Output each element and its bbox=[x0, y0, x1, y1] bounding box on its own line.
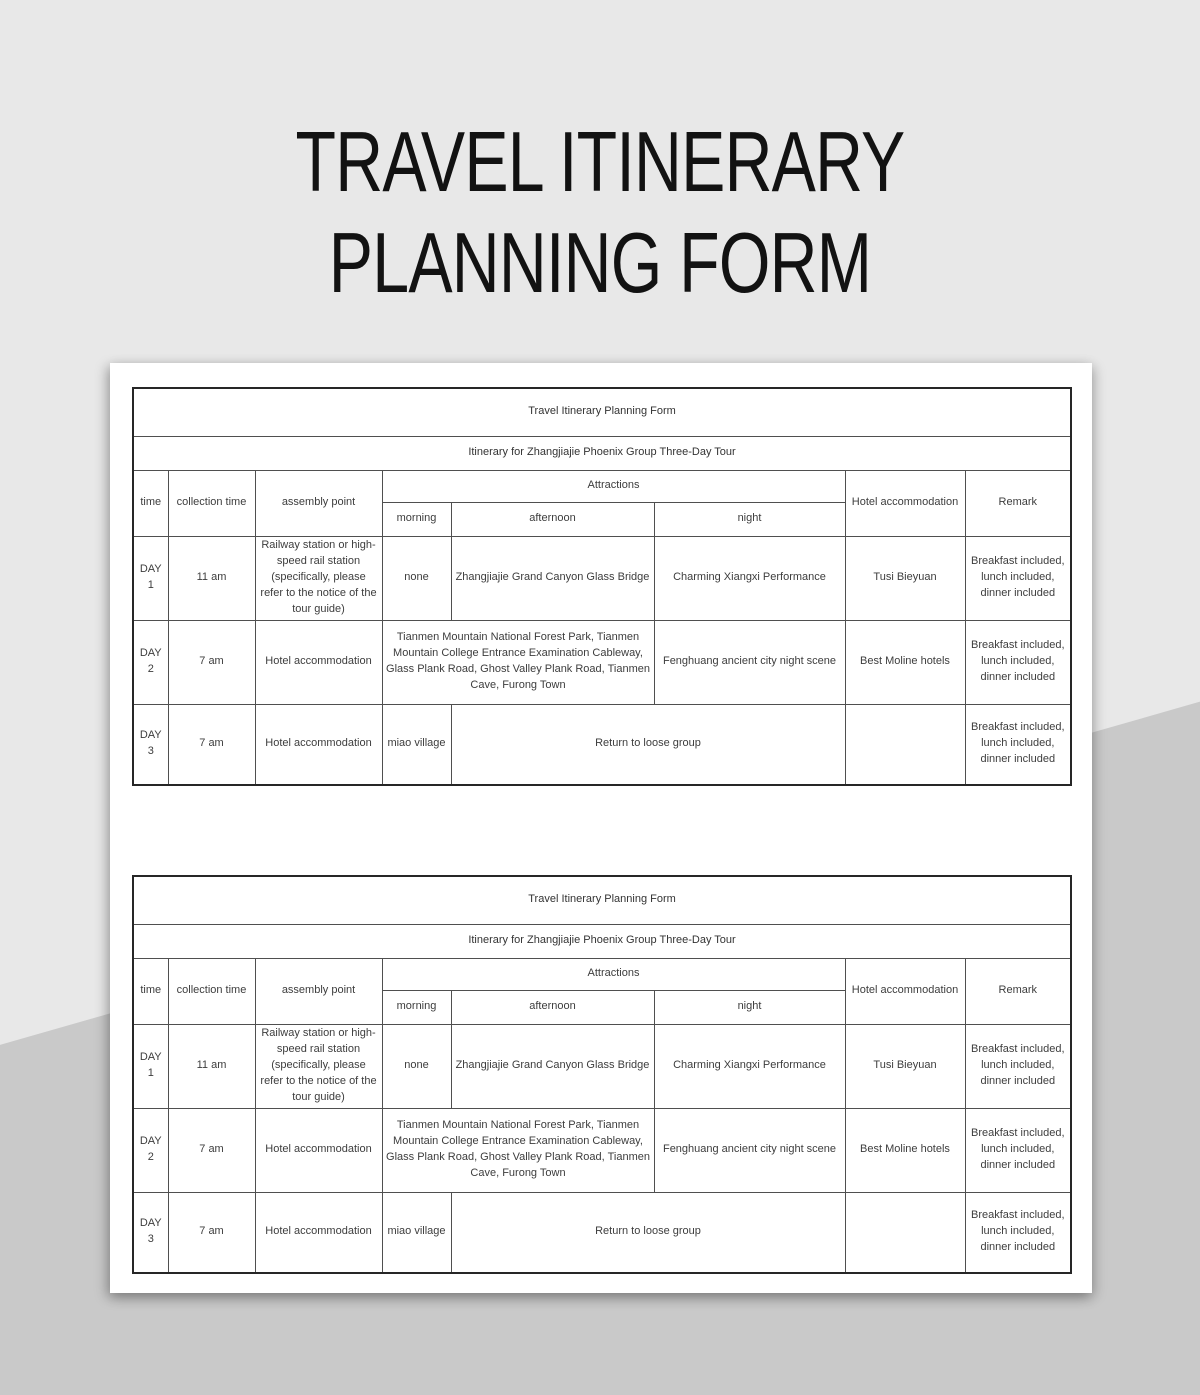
itinerary-table-1 bbox=[132, 387, 1072, 786]
cell-day1-label: DAY 1 bbox=[133, 1024, 168, 1108]
itinerary-table-2 bbox=[132, 875, 1072, 1274]
cell-day2-remark: Breakfast included, lunch included, dinner included bbox=[965, 620, 1071, 704]
cell-day1-hotel: Tusi Bieyuan bbox=[845, 536, 965, 620]
header-morning: morning bbox=[382, 502, 451, 536]
cell-day2-night: Fenghuang ancient city night scene bbox=[654, 620, 845, 704]
page-heading bbox=[0, 112, 1200, 314]
header-remark: Remark bbox=[965, 958, 1071, 1024]
header-time: time bbox=[133, 470, 168, 536]
header-attractions: Attractions bbox=[382, 958, 845, 990]
cell-day2-hotel: Best Moline hotels bbox=[845, 620, 965, 704]
cell-day3-morning: miao village bbox=[382, 704, 451, 785]
cell-day1-assembly-point: Railway station or high-speed rail station (specifically, please refer to the notice of the tour guide) bbox=[255, 1024, 382, 1108]
heading-line-1: TRAVEL ITINERARY bbox=[295, 115, 905, 210]
cell-day3-collection-time: 7 am bbox=[168, 1192, 255, 1273]
cell-day2-collection-time: 7 am bbox=[168, 620, 255, 704]
cell-day2-morning-afternoon: Tianmen Mountain National Forest Park, Tianmen Mountain College Entrance Examination Cableway, Glass Plank Road, Ghost Valley Plank Road, Tianmen Cave, Furong Town bbox=[382, 620, 654, 704]
header-afternoon: afternoon bbox=[451, 990, 654, 1024]
cell-day2-morning-afternoon: Tianmen Mountain National Forest Park, Tianmen Mountain College Entrance Examination Cableway, Glass Plank Road, Ghost Valley Plank Road, Tianmen Cave, Furong Town bbox=[382, 1108, 654, 1192]
cell-day2-assembly-point: Hotel accommodation bbox=[255, 620, 382, 704]
header-time: time bbox=[133, 958, 168, 1024]
cell-day2-label: DAY 2 bbox=[133, 1108, 168, 1192]
cell-day3-remark: Breakfast included, lunch included, dinner included bbox=[965, 1192, 1071, 1273]
cell-day1-label: DAY 1 bbox=[133, 536, 168, 620]
header-morning: morning bbox=[382, 990, 451, 1024]
header-afternoon: afternoon bbox=[451, 502, 654, 536]
cell-day1-assembly-point: Railway station or high-speed rail station (specifically, please refer to the notice of the tour guide) bbox=[255, 536, 382, 620]
header-attractions: Attractions bbox=[382, 470, 845, 502]
form-title: Travel Itinerary Planning Form bbox=[133, 388, 1071, 436]
cell-day2-hotel: Best Moline hotels bbox=[845, 1108, 965, 1192]
cell-day1-hotel: Tusi Bieyuan bbox=[845, 1024, 965, 1108]
header-night: night bbox=[654, 502, 845, 536]
header-assembly-point: assembly point bbox=[255, 470, 382, 536]
cell-day3-assembly-point: Hotel accommodation bbox=[255, 704, 382, 785]
header-collection-time: collection time bbox=[168, 958, 255, 1024]
cell-day2-assembly-point: Hotel accommodation bbox=[255, 1108, 382, 1192]
cell-day3-hotel bbox=[845, 704, 965, 785]
cell-day1-night: Charming Xiangxi Performance bbox=[654, 536, 845, 620]
form-title: Travel Itinerary Planning Form bbox=[133, 876, 1071, 924]
cell-day1-collection-time: 11 am bbox=[168, 1024, 255, 1108]
cell-day2-night: Fenghuang ancient city night scene bbox=[654, 1108, 845, 1192]
table-gap bbox=[132, 786, 1070, 875]
cell-day3-hotel bbox=[845, 1192, 965, 1273]
cell-day1-night: Charming Xiangxi Performance bbox=[654, 1024, 845, 1108]
cell-day1-morning: none bbox=[382, 536, 451, 620]
cell-day3-assembly-point: Hotel accommodation bbox=[255, 1192, 382, 1273]
header-hotel: Hotel accommodation bbox=[845, 470, 965, 536]
header-collection-time: collection time bbox=[168, 470, 255, 536]
header-night: night bbox=[654, 990, 845, 1024]
template-preview-card bbox=[110, 363, 1092, 1293]
cell-day3-label: DAY 3 bbox=[133, 704, 168, 785]
cell-day3-collection-time: 7 am bbox=[168, 704, 255, 785]
cell-day2-collection-time: 7 am bbox=[168, 1108, 255, 1192]
cell-day1-afternoon: Zhangjiajie Grand Canyon Glass Bridge bbox=[451, 536, 654, 620]
cell-day3-afternoon-night: Return to loose group bbox=[451, 1192, 845, 1273]
header-hotel: Hotel accommodation bbox=[845, 958, 965, 1024]
cell-day2-label: DAY 2 bbox=[133, 620, 168, 704]
cell-day3-afternoon-night: Return to loose group bbox=[451, 704, 845, 785]
form-subtitle: Itinerary for Zhangjiajie Phoenix Group Three-Day Tour bbox=[133, 924, 1071, 958]
cell-day1-afternoon: Zhangjiajie Grand Canyon Glass Bridge bbox=[451, 1024, 654, 1108]
cell-day3-label: DAY 3 bbox=[133, 1192, 168, 1273]
cell-day3-remark: Breakfast included, lunch included, dinner included bbox=[965, 704, 1071, 785]
cell-day3-morning: miao village bbox=[382, 1192, 451, 1273]
heading-line-2: PLANNING FORM bbox=[328, 216, 872, 311]
header-remark: Remark bbox=[965, 470, 1071, 536]
cell-day1-collection-time: 11 am bbox=[168, 536, 255, 620]
cell-day2-remark: Breakfast included, lunch included, dinner included bbox=[965, 1108, 1071, 1192]
form-subtitle: Itinerary for Zhangjiajie Phoenix Group Three-Day Tour bbox=[133, 436, 1071, 470]
cell-day1-remark: Breakfast included, lunch included, dinner included bbox=[965, 1024, 1071, 1108]
header-assembly-point: assembly point bbox=[255, 958, 382, 1024]
cell-day1-morning: none bbox=[382, 1024, 451, 1108]
cell-day1-remark: Breakfast included, lunch included, dinner included bbox=[965, 536, 1071, 620]
